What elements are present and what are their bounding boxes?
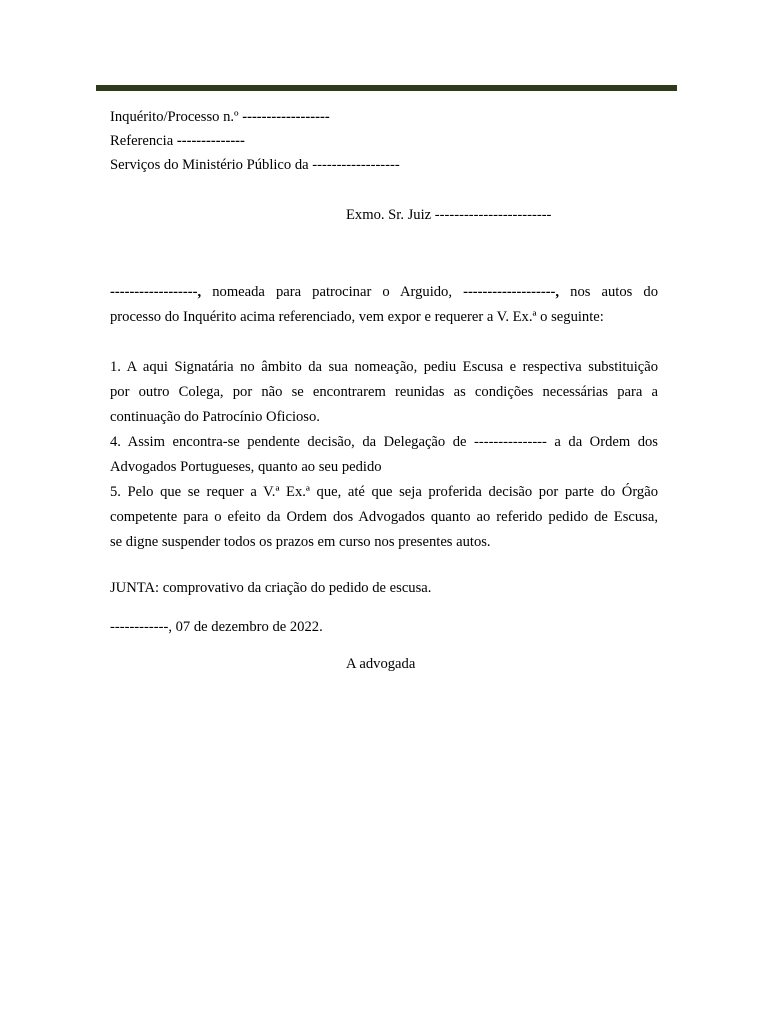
process-number-placeholder: ------------------ <box>242 109 330 125</box>
process-number-line <box>110 105 400 129</box>
intro-line-2: processo do Inquérito acima referenciado, vem expor e requerer a V. Ex.ª o seguinte: <box>110 309 604 325</box>
services-line: Serviços do Ministério Público da ------------------ <box>110 157 400 173</box>
numbered-points <box>110 355 658 555</box>
point-5-line-1: 5. Pelo que se requer a V.ª Ex.ª que, até que seja proferida decisão por parte do Órgão <box>110 484 658 500</box>
point-1-line-2: por outro Colega, por não se encontrarem reunidas as condições necessárias para a <box>110 384 658 400</box>
reference-label: Referencia <box>110 133 174 149</box>
intro-text-2: nos autos do <box>559 284 658 300</box>
defendant-name-placeholder: -------------------, <box>463 284 560 300</box>
reference-placeholder: -------------- <box>176 133 245 149</box>
document-header <box>110 105 400 177</box>
signature-line: A advogada <box>346 656 416 672</box>
date-line: ------------, 07 de dezembro de 2022. <box>110 619 323 635</box>
junta-line: JUNTA: comprovativo da criação do pedido de escusa. <box>110 580 432 596</box>
process-label: Inquérito/Processo n.º <box>110 109 239 125</box>
intro-line-1 <box>110 280 658 305</box>
point-1-line-3: continuação do Patrocínio Oficioso. <box>110 409 320 425</box>
point-5-line-3: se digne suspender todos os prazos em curso nos presentes autos. <box>110 534 491 550</box>
point-4-line-2: Advogados Portugueses, quanto ao seu pedido <box>110 459 382 475</box>
point-4-line-1: 4. Assim encontra-se pendente decisão, da Delegação de --------------- a da Ordem dos <box>110 434 658 450</box>
point-1-line-1: 1. A aqui Signatária no âmbito da sua nomeação, pediu Escusa e respectiva substituição <box>110 359 658 375</box>
header-rule <box>96 85 677 91</box>
lawyer-name-placeholder: ------------------, <box>110 284 202 300</box>
intro-text-1: nomeada para patrocinar o Arguido, <box>201 284 464 300</box>
addressee: Exmo. Sr. Juiz ------------------------ <box>346 207 552 223</box>
intro-paragraph <box>110 280 658 330</box>
point-5-line-2: competente para o efeito da Ordem dos Advogados quanto ao referido pedido de Escusa, <box>110 509 658 525</box>
reference-line <box>110 129 400 153</box>
